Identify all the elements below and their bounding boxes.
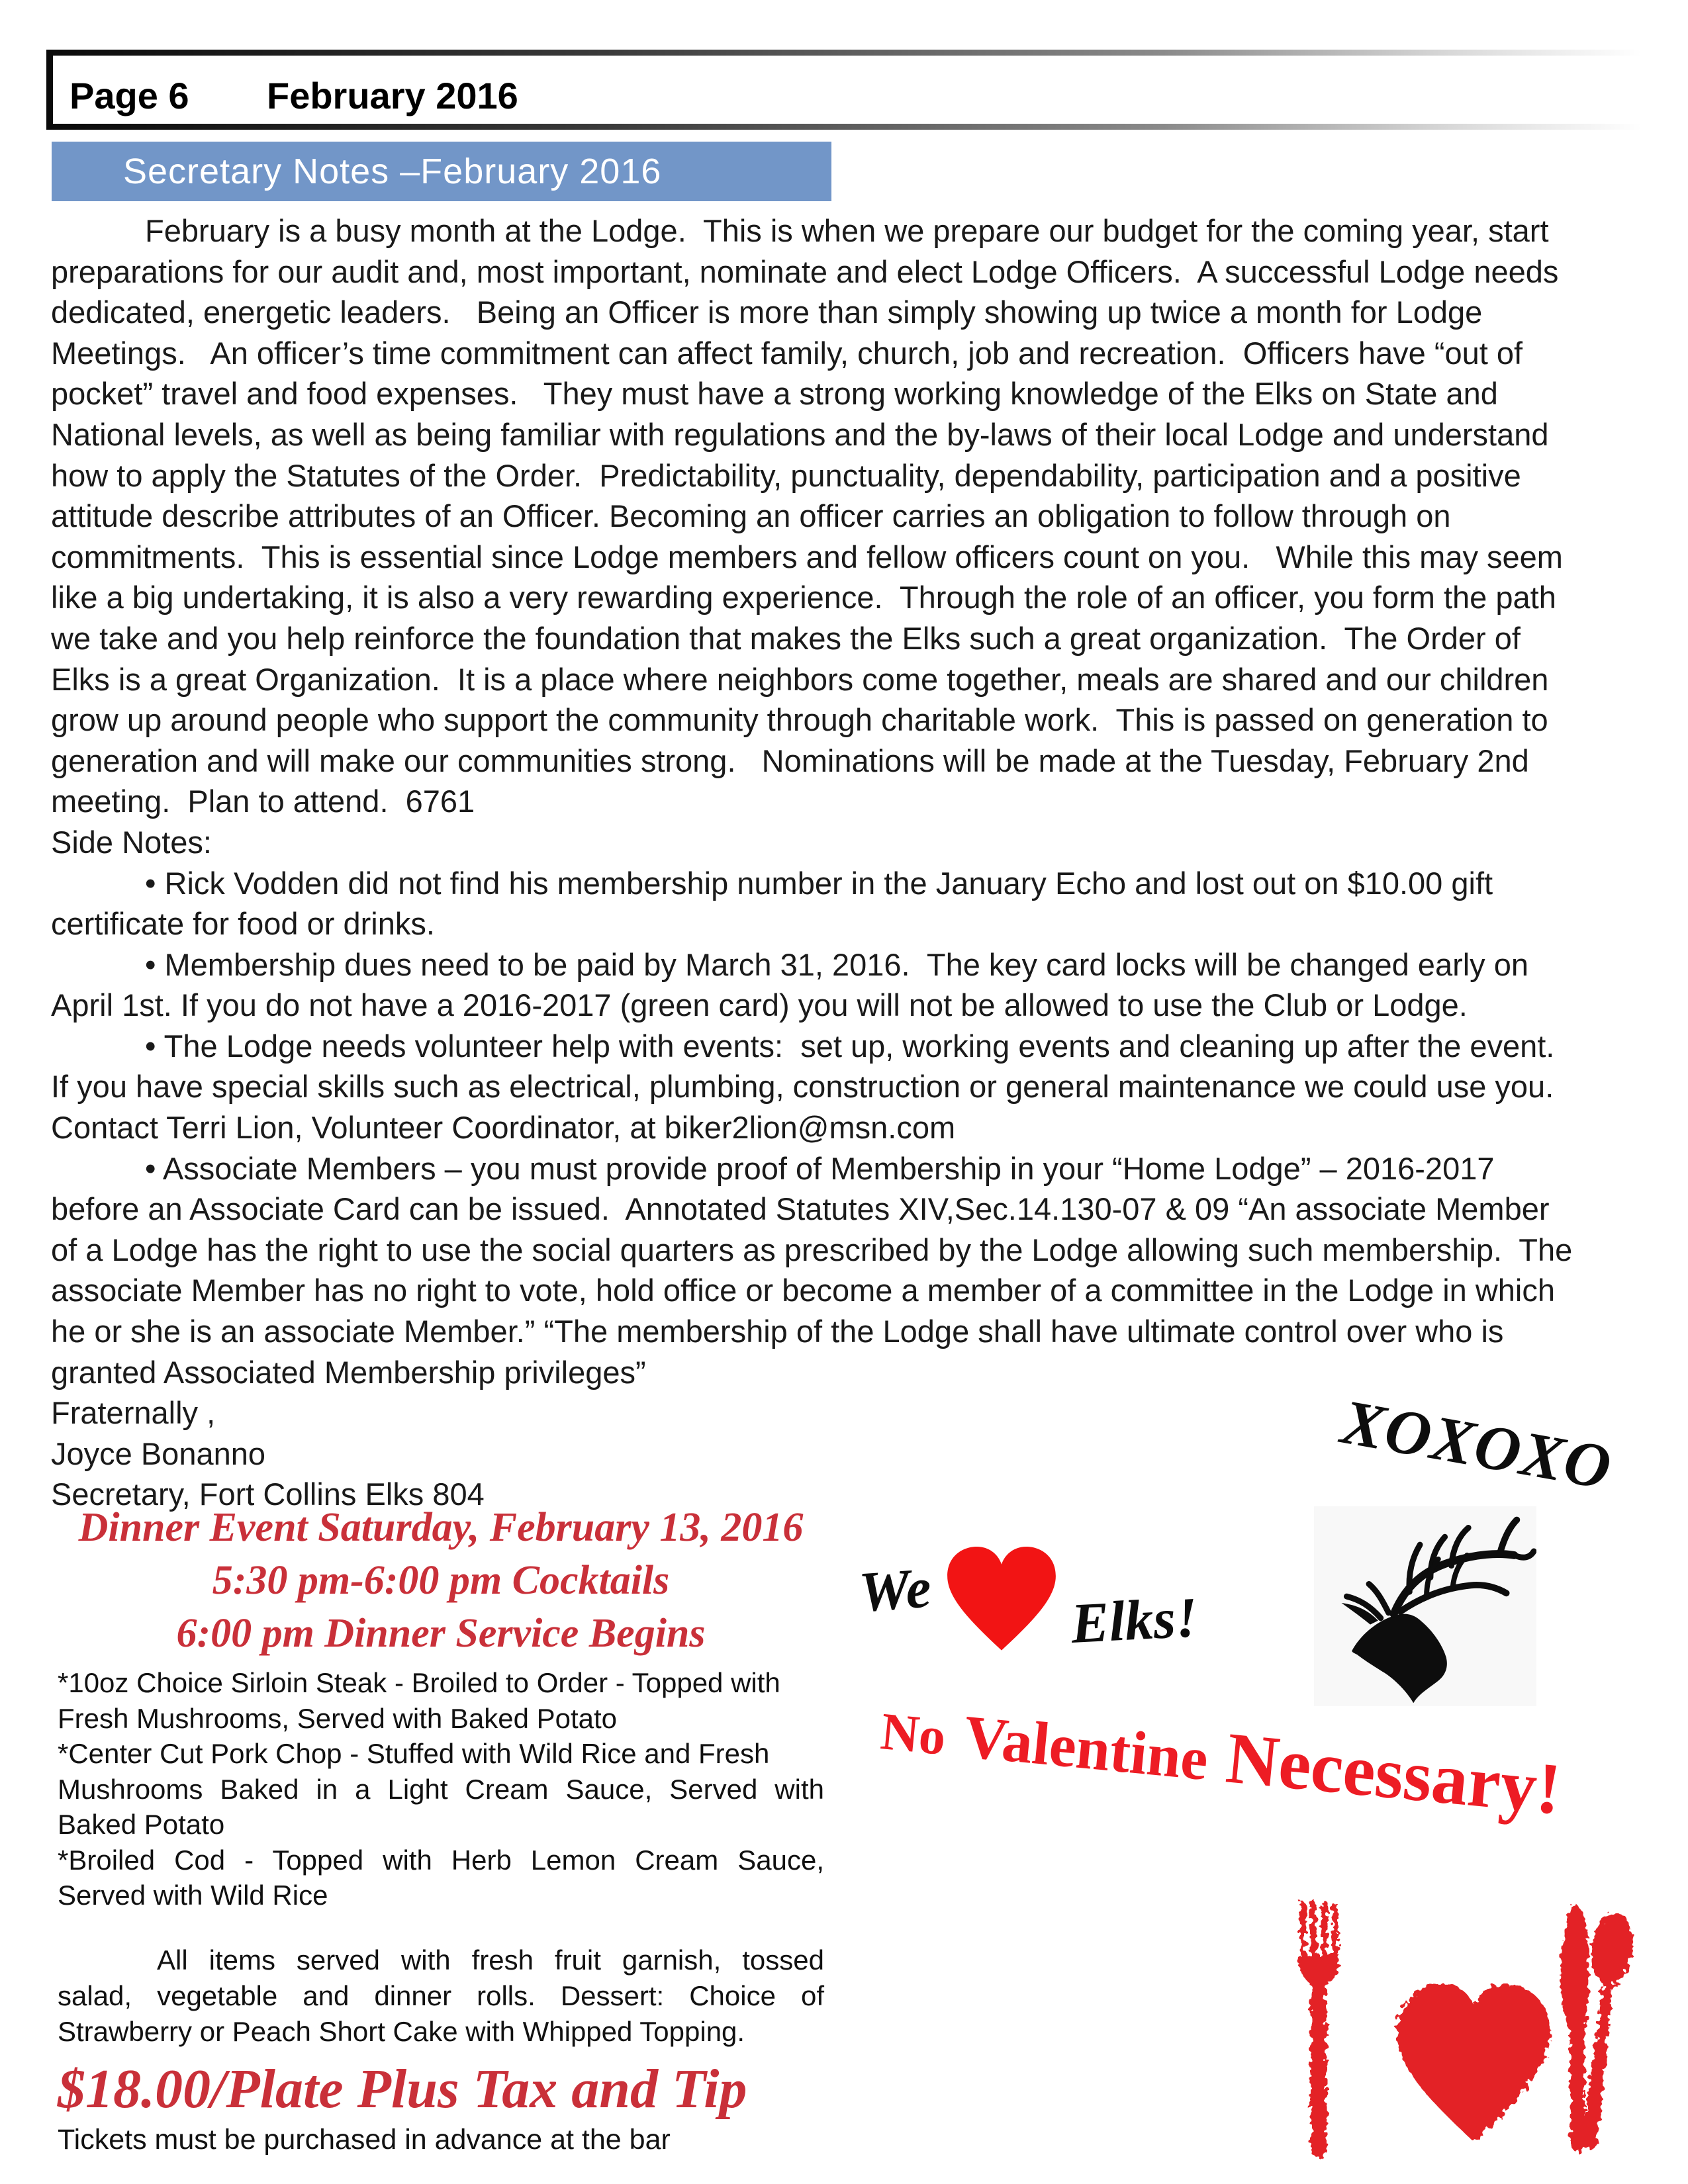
fork-icon xyxy=(1297,1901,1340,2158)
text-line: like a big undertaking, it is also a very rewarding experience. Through the role of an officer, you form the path xyxy=(51,580,1556,615)
no-valentine-word: No xyxy=(878,1702,949,1767)
header-bottom-rule xyxy=(46,124,1642,130)
knife-icon xyxy=(1561,1902,1589,2151)
page-header xyxy=(70,74,518,117)
dinner-event-heading xyxy=(58,1501,824,1660)
text-line: • Associate Members – you must provide proof of Membership in your “Home Lodge” – 2016-2017 xyxy=(145,1150,1495,1186)
header-top-rule xyxy=(46,50,1642,56)
text-line: preparations for our audit and, most important, nominate and elect Lodge Officers. A successful Lodge needs xyxy=(51,253,1559,289)
section-banner xyxy=(52,142,831,201)
text-line: before an Associate Card can be issued. Annotated Statutes XIV,Sec.14.130-07 & 09 “An associate Member xyxy=(51,1191,1550,1227)
text-line: attitude describe attributes of an Officer. Becoming an officer carries an obligation to follow through on xyxy=(51,498,1451,534)
text-line: Baked Potato xyxy=(58,1809,225,1840)
issue-date: February 2016 xyxy=(267,75,518,116)
text-line: commitments. This is essential since Lodge members and fellow officers count on you. While this may seem xyxy=(51,539,1563,574)
no-valentine-word: Valentine xyxy=(961,1702,1211,1794)
text-line: *Center Cut Pork Chop - Stuffed with Wild Rice and Fresh xyxy=(58,1738,770,1769)
fork-heart-knife-spoon-icon xyxy=(1266,1891,1636,2165)
secretary-notes-article xyxy=(51,210,1642,1515)
text-line: associate Member has no right to vote, hold office or become a member of a committee in the Lodge in which xyxy=(51,1273,1555,1308)
xoxoxo-text: XOXOXO xyxy=(1336,1385,1618,1503)
text-line: National levels, as well as being familiar with regulations and the by-laws of their local Lodge and understand xyxy=(51,416,1549,452)
text-line: Fresh Mushrooms, Served with Baked Potato xyxy=(58,1702,618,1734)
dinner-menu-notes xyxy=(58,1942,824,2050)
text-line: salad, vegetable and dinner rolls. Dessert: Choice of xyxy=(58,1979,824,2011)
text-line: *Broiled Cod - Topped with Herb Lemon Cream Sauce, xyxy=(58,1844,824,1876)
text-line: Mushrooms Baked in a Light Cream Sauce, Served with xyxy=(58,1773,824,1805)
text-line: he or she is an associate Member.” “The membership of the Lodge shall have ultimate control over who is xyxy=(51,1314,1504,1349)
text-line: generation and will make our communities strong. Nominations will be made at the Tuesday, February 2nd xyxy=(51,743,1529,778)
text-line: Elks is a great Organization. It is a place where neighbors come together, meals are shared and our children xyxy=(51,661,1549,697)
dinner-event-column xyxy=(58,1501,824,2156)
text-line: April 1st. If you do not have a 2016-2017 (green card) you will not be allowed to use the Club or Lodge. xyxy=(51,987,1468,1023)
no-valentine-word: Necessary! xyxy=(1223,1717,1565,1830)
text-line: pocket” travel and food expenses. They must have a strong working knowledge of the Elks on State and xyxy=(51,376,1498,412)
text-line: Joyce Bonanno xyxy=(51,1435,266,1471)
dinner-price: $18.00/Plate Plus Tax and Tip xyxy=(58,2058,747,2120)
text-line: dedicated, energetic leaders. Being an Officer is more than simply showing up twice a month for Lodge xyxy=(51,295,1483,330)
elk-head-silhouette-icon xyxy=(1314,1506,1536,1706)
text-line: Served with Wild Rice xyxy=(58,1880,328,1911)
text-line: certificate for food or drinks. xyxy=(51,906,435,942)
dinner-menu xyxy=(58,1665,824,1913)
text-line: meeting. Plan to attend. 6761 xyxy=(51,784,475,819)
heart-icon xyxy=(1397,1984,1550,2140)
text-line: grow up around people who support the community through charitable work. This is passed on generation to xyxy=(51,702,1548,738)
text-line: All items served with fresh fruit garnish, tossed xyxy=(157,1944,824,1976)
text-line: • The Lodge needs volunteer help with events: set up, working events and cleaning up after the event. xyxy=(145,1028,1555,1064)
text-line: *10oz Choice Sirloin Steak - Broiled to Order - Topped with xyxy=(58,1667,780,1698)
text-line: Fraternally , xyxy=(51,1395,216,1431)
we-text: We xyxy=(857,1555,933,1624)
page-number: Page 6 xyxy=(70,75,189,116)
text-line: Strawberry or Peach Short Cake with Whipped Topping. xyxy=(58,2015,745,2047)
text-line: • Membership dues need to be paid by March 31, 2016. The key card locks will be changed early on xyxy=(145,946,1529,982)
elks-text: Elks! xyxy=(1069,1585,1199,1655)
text-line: of a Lodge has the right to use the social quarters as prescribed by the Lodge allowing such membership. The xyxy=(51,1232,1573,1267)
heart-icon xyxy=(943,1541,1060,1660)
text-line: Secretary, Fort Collins Elks 804 xyxy=(51,1477,485,1512)
text-line: 5:30 pm-6:00 pm Cocktails xyxy=(212,1558,670,1603)
ticket-instructions: Tickets must be purchased in advance at the bar xyxy=(58,2123,671,2156)
text-line: Side Notes: xyxy=(51,824,212,860)
text-line: February is a busy month at the Lodge. This is when we prepare our budget for the coming year, start xyxy=(145,213,1549,248)
text-line: 6:00 pm Dinner Service Begins xyxy=(176,1611,706,1656)
text-line: Dinner Event Saturday, February 13, 2016 xyxy=(78,1505,804,1550)
text-line: how to apply the Statutes of the Order. Predictability, punctuality, dependability, participation and a positive xyxy=(51,457,1521,493)
text-line: Contact Terri Lion, Volunteer Coordinator, at biker2lion@msn.com xyxy=(51,1110,956,1146)
text-line: If you have special skills such as electrical, plumbing, construction or general maintenance we could use you. xyxy=(51,1069,1554,1105)
text-line: we take and you help reinforce the foundation that makes the Elks such a great organization. The Order of xyxy=(51,620,1521,656)
header-left-rule xyxy=(46,50,53,130)
text-line: granted Associated Membership privileges” xyxy=(51,1354,646,1390)
section-title: Secretary Notes –February 2016 xyxy=(123,152,662,191)
text-line: Meetings. An officer’s time commitment can affect family, church, job and recreation. Officers have “out of xyxy=(51,335,1523,371)
text-line: • Rick Vodden did not find his membership number in the January Echo and lost out on $10.00 gift xyxy=(145,865,1493,901)
